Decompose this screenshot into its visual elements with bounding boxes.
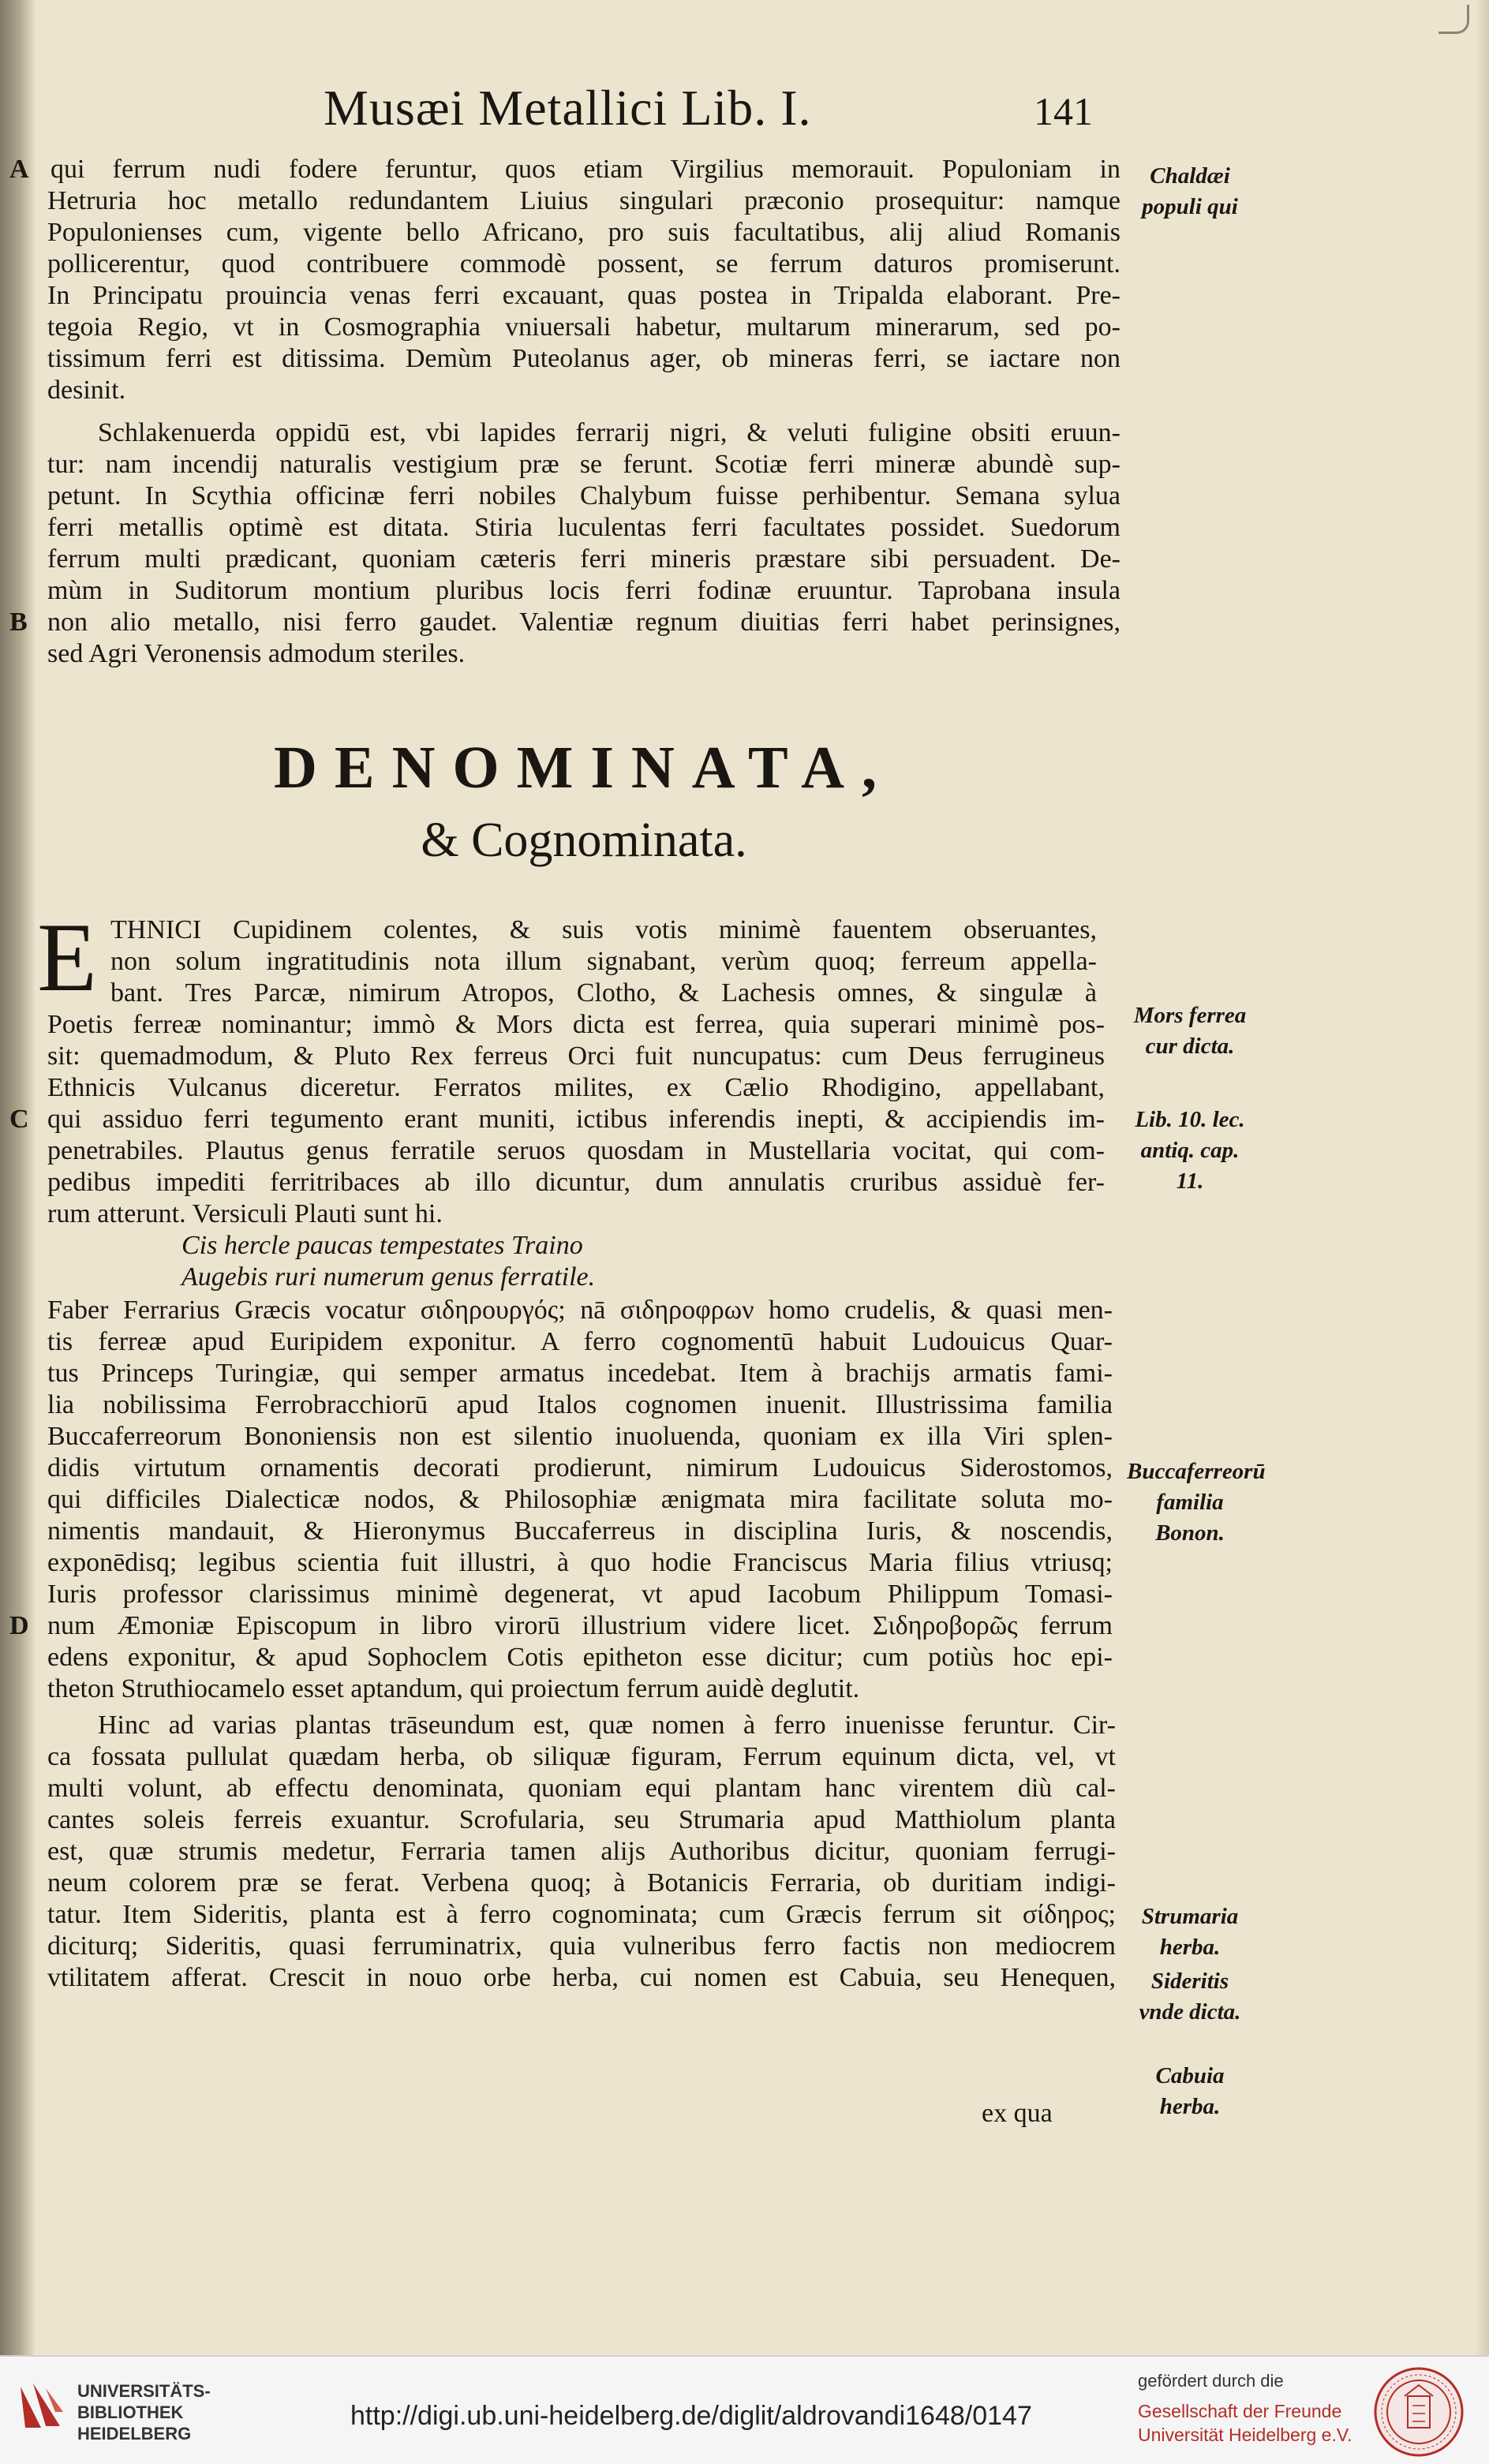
text-line: exponēdisq; legibus scientia fuit illustri, à quo hodie Franciscus Maria filius vtriusq;	[47, 1548, 1113, 1577]
text-line: num Æmoniæ Episcopum in libro virorū illustrium videre licet. Σιδηροβορῶς ferrum	[47, 1611, 1113, 1640]
university-library-name	[77, 2380, 211, 2444]
permalink-url[interactable]: http://digi.ub.uni-heidelberg.de/diglit/aldrovandi1648/0147	[350, 2401, 1032, 2431]
society-name-line: Gesellschaft der Freunde	[1138, 2401, 1342, 2421]
text-line: qui assiduo ferri tegumento erant muniti, ictibus inferendis inepti, & accipiendis im-	[47, 1105, 1105, 1134]
text-line: Faber Ferrarius Græcis vocatur σιδηρουργός; nā σιδηροφρων homo crudelis, & quasi men-	[47, 1296, 1113, 1325]
section-heading: DENOMINATA,	[274, 735, 894, 801]
text-line: ferri metallis optimè est ditata. Stiria luculentas ferri facultates possidet. Suedorum	[47, 513, 1120, 542]
margin-note: Chaldæi populi qui	[1142, 163, 1238, 219]
text-line: qui ferrum nudi fodere feruntur, quos etiam Virgilius memorauit. Populoniam in	[51, 155, 1120, 184]
text-line: cantes soleis ferreis exuantur. Scrofularia, seu Strumaria apud Matthiolum planta	[47, 1805, 1116, 1834]
library-name-line: UNIVERSITÄTS-	[77, 2381, 211, 2401]
text-line: mùm in Suditorum montium pluribus locis ferri fodinæ eruuntur. Taprobana insula	[47, 576, 1120, 605]
text-line: desinit.	[47, 376, 126, 405]
text-line: rum atterunt. Versiculi Plauti sunt hi.	[47, 1199, 443, 1228]
verse-line: Cis hercle paucas tempestates Traino	[181, 1231, 583, 1260]
text-line: Buccaferreorum Bononiensis non est silentio inuoluenda, quoniam ex illa Viri splen-	[47, 1422, 1113, 1451]
university-library-logo-icon	[14, 2380, 66, 2436]
text-line: tis ferreæ apud Euripidem exponitur. A ferro cognomentū habuit Ludouicus Quar-	[47, 1327, 1113, 1356]
section-subheading: & Cognominata.	[421, 813, 747, 867]
text-line: sed Agri Veronensis admodum steriles.	[47, 639, 466, 668]
book-gutter-shadow	[0, 0, 36, 2355]
page-edge-shadow	[1475, 0, 1489, 2355]
text-line: Populonienses cum, vigente bello Africano, pro suis facultatibus, alij aliud Romanis	[47, 218, 1120, 247]
verse-line: Augebis ruri numerum genus ferratile.	[181, 1262, 596, 1292]
text-line: pedibus impediti ferritribaces ab illo dicuntur, dum annulatis cruribus assiduè fer-	[47, 1168, 1105, 1197]
margin-letter: C	[9, 1105, 29, 1134]
text-line: Hetruria hoc metallo redundantem Liuius singulari præconio prosequitur: namque	[47, 186, 1120, 215]
text-line: THNICI Cupidinem colentes, & suis votis minimè fauentem obseruantes,	[110, 915, 1097, 944]
margin-letter: B	[9, 608, 28, 637]
text-line: pollicerentur, quod contribuere commodè possent, se ferrum daturos promiserunt.	[47, 249, 1120, 279]
text-line: sit: quemadmodum, & Pluto Rex ferreus Orci fuit nuncupatus: cum Deus ferrugineus	[47, 1041, 1105, 1071]
text-line: diciturq; Sideritis, quasi ferruminatrix, quia vulneribus ferro factis non mediocrem	[47, 1931, 1116, 1961]
text-line: neum colorem præ se ferat. Verbena quoq; à Botanicis Ferraria, ob duritiam indigi-	[47, 1868, 1116, 1898]
text-line: non alio metallo, nisi ferro gaudet. Valentiæ regnum diuitias ferri habet perinsignes,	[47, 608, 1120, 637]
text-line: tus Princeps Turingiæ, qui semper armatus incedebat. Item à brachijs armatis fami-	[47, 1359, 1113, 1388]
margin-letter: A	[9, 155, 29, 184]
text-line: tissimum ferri est ditissima. Demùm Puteolanus ager, ob mineras ferri, se iactare non	[47, 344, 1120, 373]
text-line: nimentis mandauit, & Hieronymus Buccaferreus in disciplina Iuris, & noscendis,	[47, 1516, 1113, 1546]
text-line: ferrum multi prædicant, quoniam cæteris ferri mineris præstare sibi persuadent. De-	[47, 544, 1120, 574]
margin-note: Mors ferrea cur dicta.	[1133, 1003, 1247, 1059]
text-line: qui difficiles Dialecticæ nodos, & Philosophiæ ænigmata mira facilitate soluta mo-	[47, 1485, 1113, 1514]
margin-letter: D	[9, 1611, 29, 1640]
catchword: ex qua	[982, 2099, 1053, 2128]
running-head: Musæi Metallici Lib. I.	[324, 80, 812, 136]
footer-bar	[0, 2355, 1489, 2464]
margin-note: Cabuia herba.	[1155, 2063, 1225, 2119]
text-line: Poetis ferreæ nominantur; immò & Mors dicta est ferrea, quia superari minimè pos-	[47, 1010, 1105, 1039]
margin-note: Buccaferreorū familia Bonon.	[1127, 1459, 1266, 1546]
text-line: Iuris professor clarissimus minimè degenerat, vt apud Iacobum Philippum Tomasi-	[47, 1580, 1113, 1609]
text-line: edens exponitur, & apud Sophoclem Cotis epitheton esse dicitur; cum potiùs hoc epi-	[47, 1643, 1113, 1672]
page-number: 141	[1034, 89, 1093, 133]
text-line: In Principatu prouincia venas ferri excauant, quas postea in Tripalda elaborant. Pre-	[47, 281, 1120, 310]
text-line: Ethnicis Vulcanus diceretur. Ferratos milites, ex Cælio Rhodigino, appellabant,	[47, 1073, 1105, 1102]
text-line: penetrabiles. Plautus genus ferratile seruos quosdam in Mustellaria vocitat, qui com-	[47, 1136, 1105, 1165]
text-line: tegoia Regio, vt in Cosmographia vniuersali habetur, multarum minerarum, sed po-	[47, 312, 1120, 342]
society-name-line: Universität Heidelberg e.V.	[1138, 2425, 1352, 2445]
margin-note: Lib. 10. lec. antiq. cap. 11.	[1135, 1107, 1245, 1194]
text-line: Schlakenuerda oppidū est, vbi lapides ferrarij nigri, & veluti fuligine obsiti eruun-	[98, 418, 1120, 447]
society-name	[1138, 2399, 1352, 2447]
text-line: Hinc ad varias plantas trāseundum est, quæ nomen à ferro inuenisse feruntur. Cir-	[98, 1711, 1116, 1740]
drop-cap: E	[37, 903, 97, 1011]
text-line: tatur. Item Sideritis, planta est à ferro cognominata; cum Græcis ferrum sit σίδηρος;	[47, 1900, 1116, 1929]
text-line: ca fossata pullulat quædam herba, ob siliquæ figuram, Ferrum equinum dicta, vel, vt	[47, 1742, 1116, 1771]
university-seal-icon	[1373, 2366, 1465, 2458]
text-line: theton Struthiocamelo esset aptandum, qui proiectum ferrum auidè deglutit.	[47, 1674, 860, 1703]
text-line: est, quæ strumis medetur, Ferraria tamen alijs Authoribus dicitur, quoniam ferrugi-	[47, 1837, 1116, 1866]
text-line: non solum ingratitudinis nota illum signabant, verùm quoq; ferreum appella-	[110, 947, 1097, 976]
text-line: didis virtutum ornamentis decorati prodierunt, nimirum Ludouicus Siderostomos,	[47, 1453, 1113, 1483]
library-name-line: BIBLIOTHEK	[77, 2402, 184, 2422]
library-name-line: HEIDELBERG	[77, 2424, 192, 2443]
text-line: tur: nam incendij naturalis vestigium præ se ferunt. Scotiæ ferri mineræ abundè sup-	[47, 450, 1120, 479]
text-line: bant. Tres Parcæ, nimirum Atropos, Clotho, & Lachesis omnes, & singulæ à	[110, 978, 1097, 1008]
margin-note: Sideritis vnde dicta.	[1139, 1969, 1241, 2025]
text-line: multi volunt, ab effectu denominata, quoniam equi plantam hanc virentem diù cal-	[47, 1774, 1116, 1803]
supported-by-label: gefördert durch die	[1138, 2371, 1284, 2391]
corner-pencil-mark	[1438, 5, 1469, 34]
text-line: lia nobilissima Ferrobracchiorū apud Italos cognomen inuenit. Illustrissima familia	[47, 1390, 1113, 1419]
text-line: vtilitatem afferat. Crescit in nouo orbe herba, cui nomen est Cabuia, seu Henequen,	[47, 1963, 1116, 1992]
text-line: petunt. In Scythia officinæ ferri nobiles Chalybum fuisse perhibentur. Semana sylua	[47, 481, 1120, 510]
margin-note: Strumaria herba.	[1141, 1904, 1239, 1960]
